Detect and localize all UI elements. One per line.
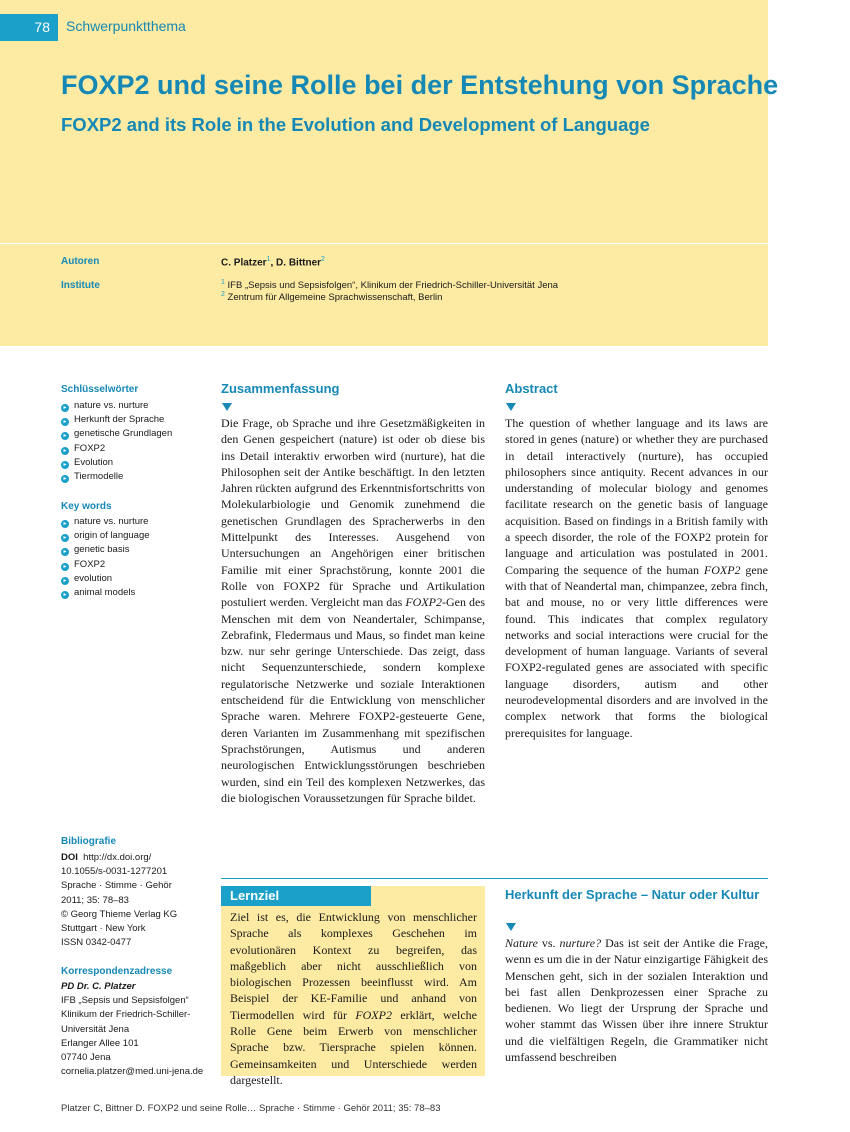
bibliografie-line: ISSN 0342-0477 <box>61 937 132 949</box>
doi-url[interactable]: http://dx.doi.org/ <box>83 852 152 863</box>
bibliografie-line: 2011; 35: 78–83 <box>61 894 129 906</box>
bullet-arrow-icon: ▸ <box>61 577 69 585</box>
bullet-arrow-icon: ▸ <box>61 475 69 483</box>
doi-line <box>61 851 211 865</box>
author-separator: , <box>270 257 277 269</box>
bullet-arrow-icon: ▸ <box>61 520 69 528</box>
korrespondenz-title: Korrespondenzadresse <box>61 966 173 977</box>
keyword-item <box>61 399 172 413</box>
author-name: C. Platzer <box>221 257 267 269</box>
bullet-arrow-icon: ▸ <box>61 418 69 426</box>
page-number: 78 <box>0 14 58 41</box>
down-triangle-icon <box>506 923 516 931</box>
down-triangle-icon <box>222 403 232 411</box>
abstract-text: The question of whether language and its laws are stored in genes (nature) or whether they are purchased in detail interactively (nurture), has occupied philosophers since antiquity. Recent advances in our understanding of molecular biology and genomes facilitate research on the genetic basis of language acquisition. Based on findings in a British family with a speech disorder, the role of the FOXP2 protein for language and articulation was postulated in 2001. Comparing the sequence of the human FOXP2 gene with that of Neandertal man, chimpanzee, zebra finch, bat and mouse, no or very little differences were found. This indicates that complex regulatory networks and social interactions were crucial for the development of human language. Variants of several FOXP2-regulated genes are associated with specific language disorders, autism and other neurodevelopmental disorders and are involved in the complex network that forms the biological prerequisites for language. <box>505 416 769 740</box>
keyword-text: Tiermodelle <box>74 470 124 482</box>
bibliografie-title: Bibliografie <box>61 836 117 847</box>
keyword-item <box>61 529 150 543</box>
bullet-arrow-icon: ▸ <box>61 404 69 412</box>
title-english: FOXP2 and its Role in the Evolution and Development of Language <box>61 114 650 135</box>
institute-text: Zentrum für Allgemeine Sprachwissenschaft, Berlin <box>224 292 443 304</box>
affiliation-marker: 2 <box>221 291 225 298</box>
email-link[interactable]: cornelia.platzer@med.uni-jena.de <box>61 1066 204 1078</box>
keyword-text: Herkunft der Sprache <box>74 414 165 426</box>
keyword-text: genetische Grundlagen <box>74 428 173 440</box>
institute-text: IFB „Sepsis und Sepsisfolgen“, Klinikum der Friedrich-Schiller-Universität Jena <box>224 280 559 292</box>
keyword-item <box>61 586 150 600</box>
keyword-item <box>61 543 150 557</box>
lernziel-text: Ziel ist es, die Entwicklung von menschlicher Sprache als komplexes Geschehen im evolutionären Kontext zu begreifen, das maßgeblich aber nicht ausschließlich von biologischen Prozessen beeinflusst wird. Am Beispiel der KE-Familie und anhand von Tiermodellen wird für FOXP2 erklärt, welche Rolle Gene beim Erwerb von menschlicher Sprache bzw. Tiersprache spielen können. Gemeinsamkeiten und Unterschiede werden dargestellt. <box>230 910 477 1087</box>
herkunft-text: Nature vs. nurture? Das ist seit der Antike die Frage, wenn es um die in der Natur einzigartige Fähigkeit des Menschen geht, sich in der sozialen Interaktion und bei fast allen Denkprozessen einer Sprache zu bedienen. Wo liegt der Ursprung der Sprache und woher stammt das Wissen über ihre innere Struktur und die vielfältigen Regeln, die Grammatiker nicht umfassend beschreiben <box>505 936 769 1065</box>
bibliografie-line: Stuttgart · New York <box>61 923 146 935</box>
keyword-item <box>61 515 150 529</box>
keywords-en-title: Key words <box>61 501 112 512</box>
authors-label: Autoren <box>61 256 100 267</box>
institute-line <box>221 291 442 303</box>
zusammenfassung-heading: Zusammenfassung <box>221 381 340 396</box>
bibliografie-line: Sprache · Stimme · Gehör <box>61 880 172 892</box>
zusammenfassung-text: Die Frage, ob Sprache und ihre Gesetzmäßigkeiten in den Genen gespeichert (nature) ist oder ob diese bis ins Detail interaktiv erworben wird (nurture), hat die Philosophen seit der Antike beschäftigt. In den letzten Jahren rückten aufgrund des Erkenntnisfortschritts von Molekularbiologie und Genomik zunehmend die genetischen Grundlagen des Spracherwerbs in den Mittelpunkt des Interesses. Ausgehend von Untersuchungen an Angehörigen einer britischen Familie mit einer Sprachstörung, konnte 2001 die Rolle von FOXP2 für Sprache und Artikulation postuliert werden. Vergleicht man das FOXP2-Gen des Menschen mit dem von Neandertaler, Schimpanse, Zebrafink, Fledermaus und Maus, so findet man keine bzw. nur sehr geringe Unterschiede. Das zeigt, dass nicht Sequenzunterschiede, sondern komplexe regulatorische Netzwerke und soziale Interaktionen entscheidend für die Entwicklung von menschlicher Sprache waren. Mehrere FOXP2-gesteuerte Gene, deren Varianten im Zusammenhang mit spezifischen Sprachstörungen, Autismus und anderen neurologischen Entwicklungsstörungen beschrieben wurden, sind ein Teil des komplexen Netzwerkes, das die biologischen Voraussetzungen für Sprache bildet. <box>221 416 485 805</box>
address-line: Erlanger Allee 101 <box>61 1037 139 1049</box>
bullet-arrow-icon: ▸ <box>61 461 69 469</box>
keyword-text: origin of language <box>74 530 150 542</box>
institutes-label: Institute <box>61 280 100 291</box>
keyword-text: evolution <box>74 572 113 584</box>
address-line: Universität Jena <box>61 1023 130 1035</box>
footer-citation: Platzer C, Bittner D. FOXP2 und seine Rolle… Sprache · Stimme · Gehör 2011; 35: 78–83 <box>61 1103 441 1114</box>
keywords-de-list <box>61 399 172 484</box>
bibliografie-line: 10.1055/s-0031-1277201 <box>61 866 168 878</box>
korrespondenz-name: PD Dr. C. Platzer <box>61 981 136 992</box>
address-line: Klinikum der Friedrich-Schiller- <box>61 1009 191 1021</box>
institute-line <box>221 279 558 291</box>
keyword-item <box>61 456 172 470</box>
bibliografie-line: © Georg Thieme Verlag KG <box>61 908 178 920</box>
keyword-text: animal models <box>74 586 136 598</box>
affiliation-marker: 1 <box>221 279 225 286</box>
keywords-en-list <box>61 515 150 600</box>
abstract-heading: Abstract <box>505 381 558 396</box>
keywords-de-title: Schlüsselwörter <box>61 384 139 395</box>
keyword-text: genetic basis <box>74 544 130 556</box>
keyword-text: nature vs. nurture <box>74 400 149 411</box>
bullet-arrow-icon: ▸ <box>61 591 69 599</box>
section-divider <box>221 878 768 879</box>
down-triangle-icon <box>506 403 516 411</box>
address-line: IFB „Sepsis und Sepsisfolgen“ <box>61 995 189 1007</box>
title-german: FOXP2 und seine Rolle bei der Entstehung von Sprache <box>61 70 779 100</box>
affiliation-marker: 1 <box>266 256 271 263</box>
keyword-item <box>61 470 172 484</box>
doi-label: DOI <box>61 852 78 863</box>
bullet-arrow-icon: ▸ <box>61 563 69 571</box>
section-label: Schwerpunktthema <box>66 18 186 34</box>
bullet-arrow-icon: ▸ <box>61 432 69 440</box>
herkunft-heading: Herkunft der Sprache – Natur oder Kultur <box>505 887 760 902</box>
keyword-item <box>61 413 172 427</box>
keyword-text: FOXP2 <box>74 558 106 570</box>
address-line: 07740 Jena <box>61 1052 111 1064</box>
keyword-item <box>61 558 150 572</box>
keyword-item <box>61 427 172 441</box>
keyword-item <box>61 572 150 586</box>
keyword-item <box>61 442 172 456</box>
authors <box>221 256 325 268</box>
lernziel-heading: Lernziel <box>230 888 280 903</box>
korrespondenz-block <box>61 980 211 1079</box>
bullet-arrow-icon: ▸ <box>61 447 69 455</box>
keyword-text: nature vs. nurture <box>74 516 149 527</box>
bibliografie-block <box>61 851 211 950</box>
author-name: D. Bittner <box>276 257 322 269</box>
keyword-text: FOXP2 <box>74 442 106 454</box>
header-divider <box>0 243 768 244</box>
bullet-arrow-icon: ▸ <box>61 534 69 542</box>
affiliation-marker: 2 <box>321 256 325 263</box>
bullet-arrow-icon: ▸ <box>61 548 69 556</box>
keyword-text: Evolution <box>74 456 114 468</box>
